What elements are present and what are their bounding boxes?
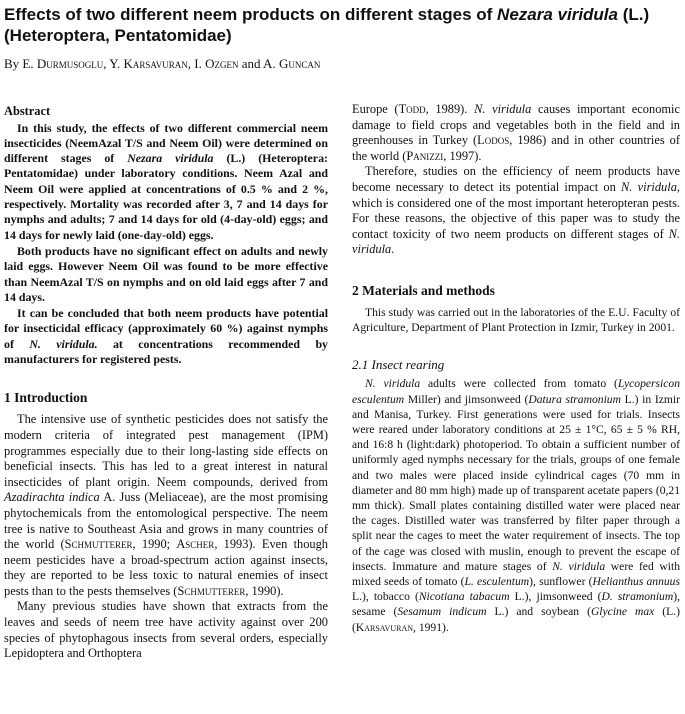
text: In this study, the effects of two different commercial neem insecticides (NeemAzal T/S and Neem Oil) were determined on different stages of — [4, 120, 328, 166]
body-paragraph: This study was carried out in the laboratories of the E.U. Faculty of Agriculture, Department of Plant Protection in Izmir, Turkey in 2001. — [352, 305, 680, 335]
text: It can be concluded that both neem products have potential for insecticidal efficacy (approximately 60 %) against nymphs of — [4, 306, 328, 351]
rearing-heading: 2.1 Insect rearing — [352, 357, 445, 373]
author-4: Guncan — [278, 56, 321, 71]
author-line — [4, 56, 680, 72]
species-name: Datura stramonium — [528, 392, 621, 406]
text: , 1997). — [443, 148, 482, 163]
species-name: N. viridula — [621, 179, 677, 194]
body-paragraph — [4, 412, 328, 599]
text: , 1989). — [425, 102, 475, 116]
species-name: N. viridula — [365, 377, 421, 391]
title-species: Nezara viridula — [497, 5, 618, 24]
species-name: Glycine max — [590, 605, 655, 619]
text: (L.) (Heteroptera: Pentatomidae) under laboratory conditions. Neem Azal and Neem Oil were applied at concentrations of 0.5 % and 2 %, respectively. Mortality was recorded after 3, 7 and 14 days for nymphs and adults; 7 and 14 days for old (4-day-old) eggs; and 14 days for newly laid (one-day-old) eggs. — [4, 151, 328, 242]
text: , 1990; — [132, 537, 177, 552]
text: , 1993). Even though neem pesticides have a broad-spectrum action against insects, they are reported to be less toxic to natural enemies of insect pests than to the pests themselves ( — [4, 537, 328, 598]
text: adults were collected from tomato ( — [420, 377, 618, 391]
introduction-section — [4, 389, 328, 662]
species-name: Sesamum indicum — [397, 605, 487, 619]
species-name: N. viridula — [352, 226, 680, 257]
body-paragraph — [352, 102, 680, 164]
author-1: Durmusoglu — [36, 56, 104, 71]
citation: Panizzi — [406, 148, 444, 163]
text: at concentrations recommended by manufacturers for registered pests. — [4, 336, 328, 367]
citation: Schmutterer — [177, 583, 246, 598]
text: L.), jimsonweed ( — [509, 590, 602, 604]
abstract-paragraph — [4, 306, 328, 367]
species-name: Nicotiana tabacum — [418, 590, 510, 604]
text: ), sunflower ( — [529, 574, 593, 588]
text: (L.) ( — [352, 605, 681, 634]
species-name: D. stramonium — [601, 590, 674, 604]
text: . — [391, 242, 395, 257]
text: ), sesame ( — [352, 590, 680, 619]
species-name: Helianthus annuus — [592, 574, 680, 588]
species-name: Lycopersicon esculentum — [352, 377, 680, 406]
text: Europe ( — [352, 102, 399, 116]
methods-section — [352, 305, 680, 335]
abstract-heading: Abstract — [4, 104, 51, 118]
text: Miller) and jimsonweed ( — [404, 392, 529, 406]
species-name: L. esculentum — [464, 574, 530, 588]
species-name: Azadirachta indica — [4, 490, 100, 505]
citation: Ascher — [176, 537, 215, 552]
body-paragraph — [352, 164, 680, 258]
text: L.), tobacco ( — [352, 590, 419, 604]
species-name: N. viridula — [474, 102, 532, 116]
text: causes important economic damage to field crops and vegetables both in the field and in greenhouses in Turkey ( — [352, 102, 680, 148]
species-name: Nezara viridula — [127, 151, 214, 166]
text: The intensive use of synthetic pesticides does not satisfy the modern criteria of integrated pest management (IPM) programmes especially due to their long-lasting side effects on beneficial insects. This has led to a great interest in natural insecticides of plant origin. Neem compounds, derived from — [4, 412, 328, 489]
methods-heading: 2 Materials and methods — [352, 282, 495, 298]
text: were fed with mixed seeds of tomato ( — [352, 559, 680, 588]
body-paragraph: Many previous studies have shown that extracts from the leaves and seeds of neem tree have activity against over 200 species of phytophagous insects from several orders, especially Lepidoptera and Orthoptera — [4, 599, 328, 661]
text: L.) in Izmir and Manisa, Turkey. First generations were used for trials. Insects were reared under laboratory conditions at 25 ± 1°C, 65 ± 5 % RH, and 16:8 h (light:dark) photoperiod. To obtain a sufficient number of uniformly aged nymphs necessary for the trials, groups of one female and two males were placed inside cylindrical cages (70 mm in diameter and 80 mm high) made up of transparent acetate papers (0,21 mm thick). Small plates containing distilled water were placed near the cages. Distilled water was transferred by filter paper through a split near the cages to meet the water requirement of insects. The top of the cage was closed with muslin, enough to prevent the escape of insects. Immature and mature stages of — [352, 392, 680, 573]
text: A. Juss (Meliaceae), are the most promising phytochemicals from the entomological perspective. The neem tree is native to Southeast Asia and grows in many countries of the world ( — [4, 490, 328, 552]
citation: Lodos — [477, 133, 510, 148]
right-column — [352, 102, 680, 635]
abstract-paragraph — [4, 121, 328, 243]
author-prefix: By E. — [4, 56, 37, 71]
paper-title — [4, 4, 680, 46]
title-text: Effects of two different neem products on different stages of — [4, 5, 498, 24]
left-column — [4, 104, 328, 662]
rearing-section — [352, 376, 680, 634]
author-3: Ozgen — [205, 56, 239, 71]
body-paragraph — [352, 376, 680, 634]
text: , 1986) and in other countries of the world ( — [352, 133, 680, 163]
citation: Todd — [398, 102, 426, 116]
text: Therefore, studies on the efficiency of neem products have become necessary to detect its potential impact on — [352, 164, 680, 194]
species-name: N. viridula. — [29, 336, 98, 351]
citation: Karsavuran — [355, 620, 414, 634]
citation: Schmutterer — [64, 537, 133, 552]
text: L.) and soybean ( — [486, 605, 591, 619]
abstract-paragraph: Both products have no significant effect on adults and newly laid eggs. However Neem Oil was found to be more effective than NeemAzal T/S on nymphs and on old laid eggs after 7 and 14 days. — [4, 243, 328, 304]
title-text-end: (L.) (Heteroptera, Pentatomidae) — [4, 5, 650, 45]
author-sep: , I. — [187, 56, 206, 71]
author-2: Karsavuran — [123, 56, 188, 71]
author-sep: , Y. — [103, 56, 124, 71]
author-sep: and A. — [238, 56, 279, 71]
introduction-heading: 1 Introduction — [4, 390, 88, 406]
text: , 1990). — [245, 583, 284, 598]
abstract-section — [4, 104, 328, 367]
species-name: N. viridula — [552, 559, 606, 573]
text: , which is considered one of the most important heteropteran pests. For these reasons, the objective of this paper was to study the contact toxicity of two neem products on different stages of — [352, 179, 680, 241]
text: , 1991). — [413, 620, 449, 634]
